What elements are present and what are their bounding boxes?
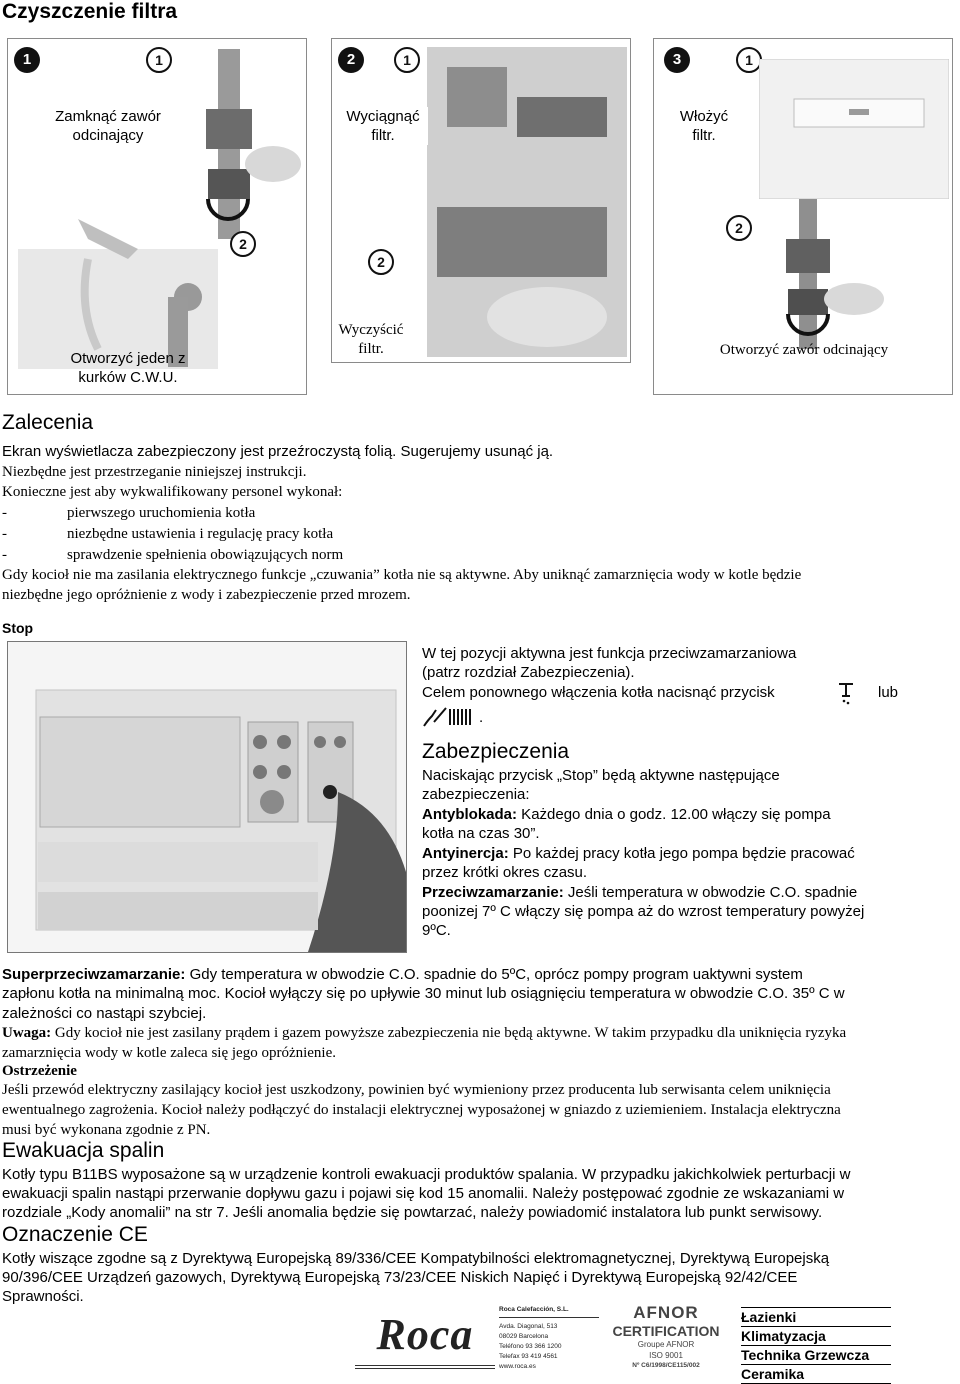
section-heading-zalecenia: Zalecenia [2, 411, 94, 434]
product-categories: Łazienki Klimatyzacja Technika Grzewcza Ceramika [741, 1307, 891, 1384]
substep-1-circle-c: 1 [736, 47, 762, 73]
valve-open-illustration [774, 199, 924, 349]
step-badge-2: 2 [338, 47, 364, 73]
caption-open-tap: Otworzyć jeden z kurków C.W.U. [70, 350, 186, 386]
zalecenia-body: Ekran wyświetlacza zabezpieczony jest przeźroczystą folią. Sugerujemy usunąć ją. Niezbędne jest przestrzeganie niniejszej instrukcji. Konieczne jest aby wykwalifikowany personel wykonał: - pierwszego uruchomienia kotła - niezbędne ustawienia i regulację pracy kotła - sprawdzenie spełnienia obowiązujących norm Gdy kocioł nie ma zasilania elektrycznego funkcje „czuwania” kotła nie są aktywne. Aby uniknąć zamarznięcia wody w kotle będzie niezbędne jego opróżnienie z wody i zabezpieczenie przed mrozem. [2, 443, 802, 603]
caption-close-valve: Zamknąć zawór odcinający [55, 108, 161, 144]
bullet-3: - sprawdzenie spełnienia obowiązujących norm [2, 547, 344, 563]
control-panel-illustration [8, 642, 406, 952]
roca-logo: Roca [355, 1305, 495, 1371]
caption-insert-filter: Włożyć filtr. [679, 108, 729, 144]
page-title: Czyszczenie filtra [2, 0, 178, 23]
heating-button-icon [422, 706, 478, 728]
step-badge-1: 1 [14, 47, 40, 73]
step-badge-3: 3 [664, 47, 690, 73]
substep-2-circle: 2 [230, 231, 256, 257]
bullet-2: - niezbędne ustawienia i regulację pracy kotła [2, 526, 334, 542]
caption-clean-filter: Wyczyścić filtr. [336, 321, 406, 359]
bullet-1: - pierwszego uruchomienia kotła [2, 505, 256, 521]
boiler-photo-illustration [759, 59, 949, 199]
caption-pull-filter: Wyciągnąć filtr. [338, 107, 428, 145]
superprzeciwzamarzanie-block: Superprzeciwzamarzanie: Gdy temperatura w obwodzie C.O. spadnie do 5ºC, oprócz pompy program uaktywni system zapłonu kotła na minimalną moc. Kocioł wyłączy się po upływie 30 minut lub osiągnięciu temperatura w obwodzie C.O. 35º C w zależności co nastąpi szybciej. [2, 966, 845, 1022]
substep-2-circle-b: 2 [368, 249, 394, 275]
substep-2-circle-c: 2 [726, 215, 752, 241]
zabezpieczenia-body: Naciskając przycisk „Stop” będą aktywne następujące zabezpieczenia: Antyblokada: Każdego dnia o godz. 12.00 włączy się pompa kotła na czas 30”. Antyinercja: Po każdej pracy kotła jego pompa będzie pracować przez krótki okres czasu. Przeciwzamarzanie: Jeśli temperatura w obwodzie C.O. spadnie poonizej 7º C włączy się pompa aż do wzrost temperatury powyżej 9ºC. [422, 767, 865, 939]
step-panel-close-valve [7, 38, 307, 395]
caption-open-valve: Otworzyć zawór odcinający [719, 342, 889, 358]
stop-description: W tej pozycji aktywna jest funkcja przeciwzamarzaniowa (patrz rozdział Zabezpieczenia). Celem ponownego włączenia kotła nacisnąć przycisk lub . [422, 645, 899, 726]
roca-address: Roca Calefacción, S.L. Avda. Diagonal, 513 08029 Barcelona Teléfono 93 366 1200 Telefax 93 419 4561 www.roca.es [499, 1305, 599, 1375]
section-heading-ce: Oznaczenie CE [2, 1223, 148, 1246]
afnor-certification-logo: AFNOR CERTIFICATION Groupe AFNOR ISO 9001 Nº C6/1998/CE115/002 [612, 1303, 720, 1369]
ce-body: Kotły wiszące zgodne są z Dyrektywą Europejską 89/336/CEE Kompatybilności elektromagnetycznej, Dyrektywą Europejską 90/396/CEE Urządzeń gazowych, Dyrektywą Europejską 73/23/CEE Niskich Napięć i Dyrektywą Europejską 92/42/CEE Sprawności. [2, 1250, 830, 1305]
substep-1-circle: 1 [146, 47, 172, 73]
section-heading-ewakuacja: Ewakuacja spalin [2, 1139, 165, 1162]
section-heading-zabezpieczenia: Zabezpieczenia [422, 740, 570, 763]
step-panel-insert-filter [653, 38, 953, 395]
tap-photo-illustration [18, 219, 218, 369]
tap-button-icon [832, 680, 860, 706]
stop-label: Stop [2, 620, 34, 636]
ostrzezenie-block: Ostrzeżenie Jeśli przewód elektryczny zasilający kocioł jest uszkodzony, powinien być wymieniony przez producenta lub serwisanta celem uniknięcia ewentualnego zagrożenia. Kocioł należy podłączyć do instalacji elektrycznej wyposażonej w gniazdo z uziemieniem. Instalacja elektryczna musi być wykonana zgodnie z PN. [2, 1063, 841, 1138]
substep-1-circle-b: 1 [394, 47, 420, 73]
ewakuacja-body: Kotły typu B11BS wyposażone są w urządzenie kontroli ewakuacji produktów spalania. W przypadku jakichkolwiek perturbacji w ewakuacji spalin nastąpi przerwanie dopływu gazu i pojawi się kod 15 anomalii. Należy postępować zgodnie ze wskazaniami w rozdziale „Kody anomalii” na str 7. Jeśli anomalia będzie się powtarzać, należy powiadomić instalatora lub punkt serwisowy. [2, 1166, 851, 1221]
step-panel-pull-filter [331, 38, 631, 363]
uwaga-block: Uwaga: Gdy kocioł nie jest zasilany prądem i gazem powyższe zabezpieczenia nie będą aktywne. W takim przypadku dla uniknięcia ryzyka zamarznięcia wody w kotle zaleca się jego opróżnienie. [2, 1025, 847, 1061]
stop-panel-photo [7, 641, 407, 953]
filter-photo-illustration [427, 47, 627, 357]
